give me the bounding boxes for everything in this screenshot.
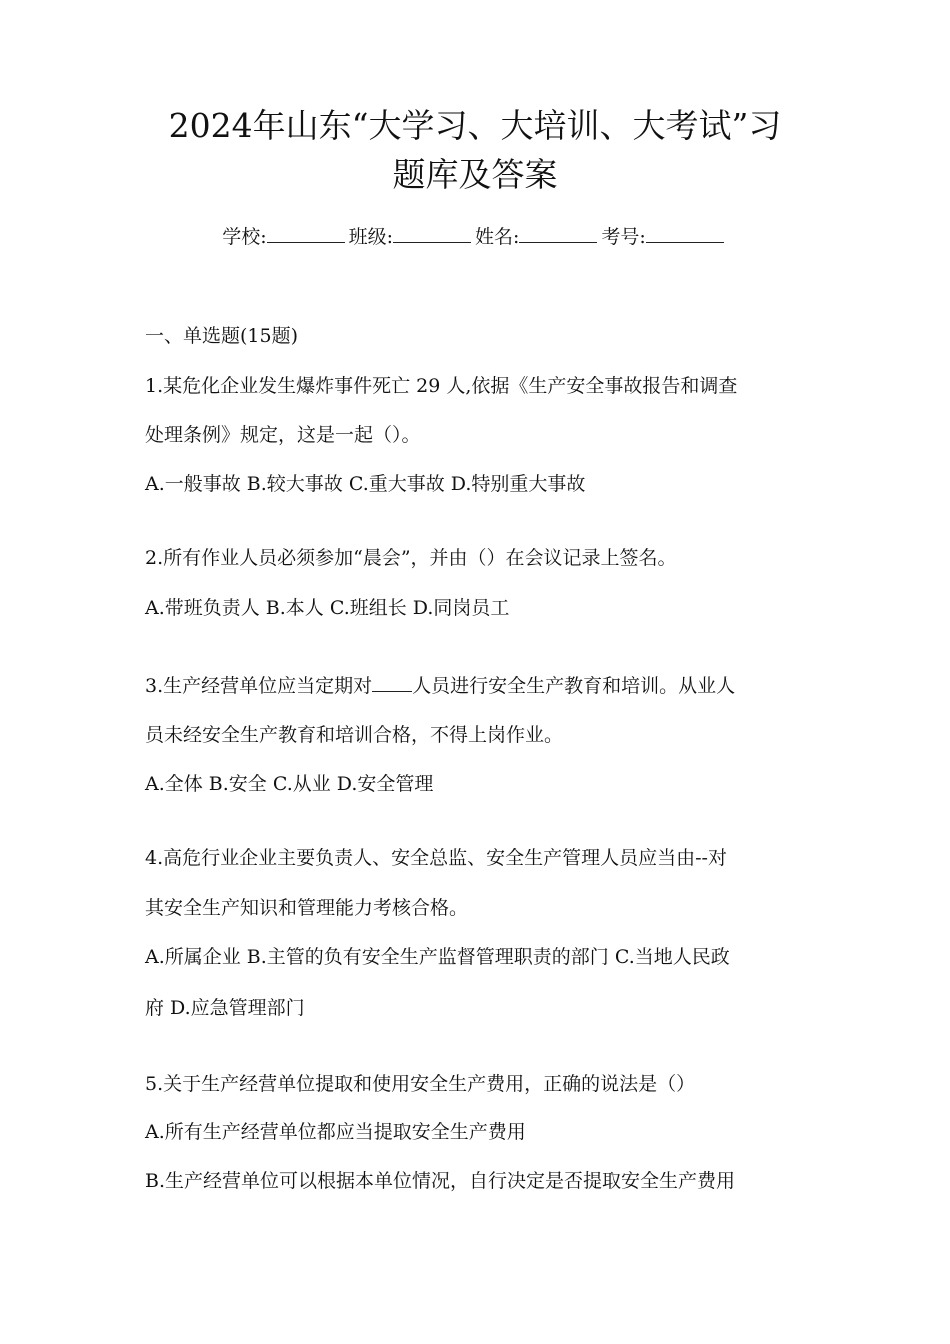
- question-3-stem-part-a: 3.生产经营单位应当定期对: [145, 675, 373, 697]
- class-label: 班级:: [348, 226, 393, 248]
- question-3-stem-part-b: 人员进行安全生产教育和培训。从业人: [412, 675, 736, 697]
- document-title-line-2: 题库及答案: [392, 155, 558, 194]
- question-3-options: A.全体 B.安全 C.从业 D.安全管理: [145, 773, 434, 795]
- section-heading: 一、单选题(15题): [145, 325, 299, 347]
- question-5-stem: 5.关于生产经营单位提取和使用安全生产费用，正确的说法是（）: [145, 1073, 696, 1095]
- question-5-option-a: A.所有生产经营单位都应当提取安全生产费用: [145, 1121, 526, 1143]
- question-1-stem-line-2: 处理条例》规定，这是一起（）。: [145, 424, 421, 446]
- school-label: 学校:: [222, 226, 267, 248]
- question-3-stem-line-2: 员未经安全生产教育和培训合格，不得上岗作业。: [145, 724, 564, 746]
- exam-number-label: 考号:: [601, 226, 646, 248]
- question-1-options: A.一般事故 B.较大事故 C.重大事故 D.特别重大事故: [145, 473, 586, 495]
- question-4-options-line-1: A.所属企业 B.主管的负有安全生产监督管理职责的部门 C.当地人民政: [145, 946, 730, 968]
- question-2-stem: 2.所有作业人员必须参加“晨会”，并由（）在会议记录上签名。: [145, 547, 677, 569]
- question-4-stem-line-2: 其安全生产知识和管理能力考核合格。: [145, 897, 469, 919]
- document-title-line-1: 2024年山东“大学习、大培训、大考试”习: [168, 106, 782, 145]
- name-label: 姓名:: [475, 226, 520, 248]
- question-4-stem-line-1: 4.高危行业企业主要负责人、安全总监、安全生产管理人员应当由--对: [145, 847, 727, 869]
- exam-number-blank: [646, 224, 724, 243]
- school-blank: [267, 224, 345, 243]
- class-blank: [393, 224, 471, 243]
- name-blank: [519, 224, 597, 243]
- question-3-fill-blank: [372, 673, 412, 692]
- question-3-stem-line-1: [145, 671, 735, 701]
- student-info-row: [90, 222, 860, 252]
- question-4-options-line-2: 府 D.应急管理部门: [145, 997, 305, 1019]
- question-1-stem-line-1: 1.某危化企业发生爆炸事件死亡 29 人,依据《生产安全事故报告和调查: [145, 375, 738, 397]
- question-5-option-b: B.生产经营单位可以根据本单位情况，自行决定是否提取安全生产费用: [145, 1170, 736, 1192]
- question-2-options: A.带班负责人 B.本人 C.班组长 D.同岗员工: [145, 597, 510, 619]
